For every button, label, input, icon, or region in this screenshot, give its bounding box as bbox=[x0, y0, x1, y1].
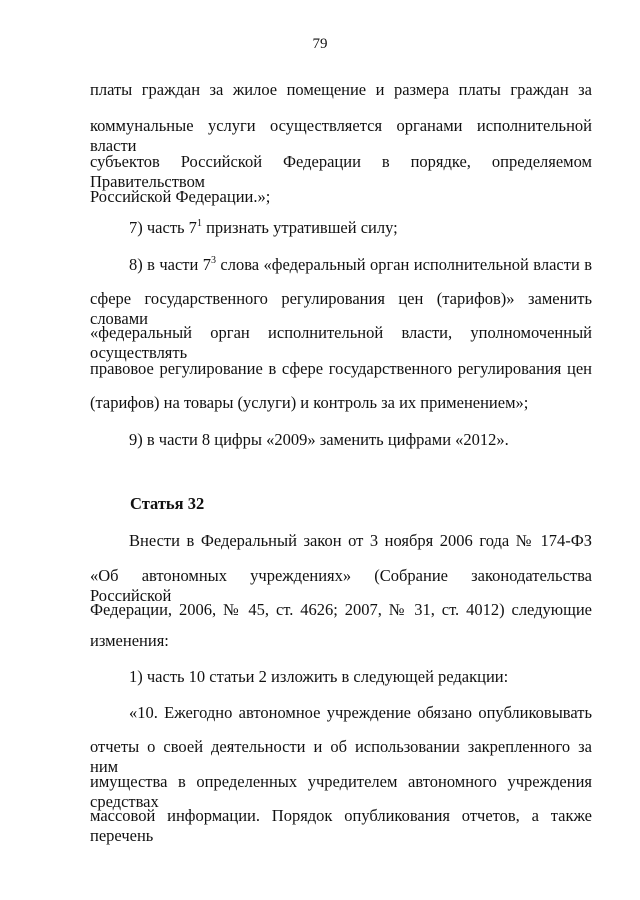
text-line: субъектов Российской Федерации в порядке, определяемом Правительством bbox=[90, 152, 592, 191]
text-line: сфере государственного регулирования цен (тарифов)» заменить словами bbox=[90, 289, 592, 328]
text-line: правовое регулирование в сфере государственного регулирования цен bbox=[90, 359, 592, 378]
text-line: отчеты о своей деятельности и об использовании закрепленного за ним bbox=[90, 737, 592, 776]
text-line: «10. Ежегодно автономное учреждение обязано опубликовывать bbox=[129, 703, 592, 722]
text-line: «федеральный орган исполнительной власти, уполномоченный осуществлять bbox=[90, 323, 592, 362]
list-item-1: 1) часть 10 статьи 2 изложить в следующей редакции: bbox=[129, 667, 509, 686]
text-line: (тарифов) на товары (услуги) и контроль за их применением»; bbox=[90, 393, 529, 412]
text-line: платы граждан за жилое помещение и размера платы граждан за bbox=[90, 80, 592, 99]
text-line: имущества в определенных учредителем автономного учреждения средствах bbox=[90, 772, 592, 811]
list-item-8 bbox=[129, 255, 592, 275]
text-line: изменения: bbox=[90, 631, 169, 650]
text-line: «Об автономных учреждениях» (Собрание законодательства Российской bbox=[90, 566, 592, 605]
text-span: 7) часть 7 bbox=[129, 218, 197, 237]
text-span: 8) в части 7 bbox=[129, 255, 212, 274]
list-item-9: 9) в части 8 цифры «2009» заменить цифрами «2012». bbox=[129, 430, 509, 449]
page-number: 79 bbox=[312, 36, 328, 52]
article-heading: Статья 32 bbox=[130, 494, 205, 513]
list-item-7 bbox=[129, 218, 398, 238]
superscript: 3 bbox=[211, 254, 217, 266]
text-span: признать утратившей силу; bbox=[201, 218, 398, 237]
text-span: слова «федеральный орган исполнительной власти в bbox=[216, 255, 592, 274]
text-line: коммунальные услуги осуществляется органами исполнительной власти bbox=[90, 116, 592, 155]
text-line: массовой информации. Порядок опубликования отчетов, а также перечень bbox=[90, 806, 592, 845]
text-line: Внести в Федеральный закон от 3 ноября 2006 года № 174-ФЗ bbox=[129, 531, 592, 550]
text-line: Федерации, 2006, № 45, ст. 4626; 2007, № 31, ст. 4012) следующие bbox=[90, 600, 592, 619]
superscript: 1 bbox=[196, 217, 202, 229]
text-line: Российской Федерации.»; bbox=[90, 187, 271, 206]
